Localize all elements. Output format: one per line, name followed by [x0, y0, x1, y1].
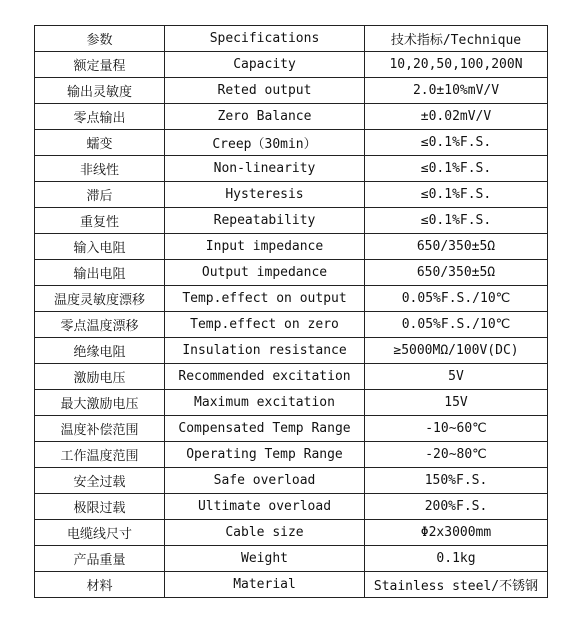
spec-value: Stainless steel/不锈钢 — [365, 572, 548, 598]
table-row — [35, 78, 548, 104]
spec-value: ≥5000MΩ/100V(DC) — [365, 338, 548, 364]
table-row — [35, 260, 548, 286]
spec-name-cn: 工作温度范围 — [35, 442, 165, 468]
spec-name-cn: 温度补偿范围 — [35, 416, 165, 442]
header-en: Specifications — [165, 26, 365, 52]
spec-name-cn: 产品重量 — [35, 546, 165, 572]
spec-name-en: Reted output — [165, 78, 365, 104]
spec-value: 0.05%F.S./10℃ — [365, 286, 548, 312]
spec-value: 0.05%F.S./10℃ — [365, 312, 548, 338]
spec-name-en: Recommended excitation — [165, 364, 365, 390]
spec-name-cn: 蠕变 — [35, 130, 165, 156]
spec-value: 2.0±10%mV/V — [365, 78, 548, 104]
spec-name-en: Temp.effect on output — [165, 286, 365, 312]
spec-value: 150%F.S. — [365, 468, 548, 494]
table-row — [35, 52, 548, 78]
table-header-row — [35, 26, 548, 52]
spec-value: Φ2x3000mm — [365, 520, 548, 546]
spec-value: 650/350±5Ω — [365, 234, 548, 260]
spec-value: 15V — [365, 390, 548, 416]
spec-value: ≤0.1%F.S. — [365, 208, 548, 234]
spec-table — [34, 25, 548, 598]
table-row — [35, 468, 548, 494]
spec-value: 650/350±5Ω — [365, 260, 548, 286]
table-row — [35, 494, 548, 520]
spec-name-en: Output impedance — [165, 260, 365, 286]
table-row — [35, 442, 548, 468]
table-row — [35, 546, 548, 572]
header-val: 技术指标/Technique — [365, 26, 548, 52]
spec-table-body — [35, 26, 548, 598]
header-cn: 参数 — [35, 26, 165, 52]
spec-name-en: Ultimate overload — [165, 494, 365, 520]
table-row — [35, 572, 548, 598]
table-row — [35, 520, 548, 546]
spec-value: ≤0.1%F.S. — [365, 182, 548, 208]
spec-name-en: Non-linearity — [165, 156, 365, 182]
spec-name-en: Insulation resistance — [165, 338, 365, 364]
spec-name-cn: 零点温度漂移 — [35, 312, 165, 338]
spec-name-cn: 非线性 — [35, 156, 165, 182]
table-row — [35, 234, 548, 260]
spec-name-cn: 极限过载 — [35, 494, 165, 520]
spec-name-en: Operating Temp Range — [165, 442, 365, 468]
table-row — [35, 390, 548, 416]
spec-name-en: Compensated Temp Range — [165, 416, 365, 442]
table-row — [35, 130, 548, 156]
spec-name-cn: 额定量程 — [35, 52, 165, 78]
spec-name-en: Repeatability — [165, 208, 365, 234]
table-row — [35, 104, 548, 130]
spec-name-cn: 最大激励电压 — [35, 390, 165, 416]
spec-name-en: Zero Balance — [165, 104, 365, 130]
spec-name-en: Safe overload — [165, 468, 365, 494]
spec-name-en: Temp.effect on zero — [165, 312, 365, 338]
spec-name-cn: 滞后 — [35, 182, 165, 208]
spec-value: 5V — [365, 364, 548, 390]
spec-name-en: Weight — [165, 546, 365, 572]
spec-name-cn: 输出电阻 — [35, 260, 165, 286]
table-row — [35, 312, 548, 338]
table-row — [35, 156, 548, 182]
spec-value: ≤0.1%F.S. — [365, 130, 548, 156]
table-row — [35, 286, 548, 312]
spec-value: 10,20,50,100,200N — [365, 52, 548, 78]
spec-name-cn: 输出灵敏度 — [35, 78, 165, 104]
table-row — [35, 416, 548, 442]
spec-name-en: Capacity — [165, 52, 365, 78]
spec-value: 200%F.S. — [365, 494, 548, 520]
spec-name-en: Material — [165, 572, 365, 598]
spec-name-cn: 电缆线尺寸 — [35, 520, 165, 546]
spec-name-en: Creep（30min） — [165, 130, 365, 156]
spec-value: -20~80℃ — [365, 442, 548, 468]
spec-name-cn: 零点输出 — [35, 104, 165, 130]
table-row — [35, 364, 548, 390]
spec-name-cn: 温度灵敏度漂移 — [35, 286, 165, 312]
spec-value: ±0.02mV/V — [365, 104, 548, 130]
spec-value: 0.1kg — [365, 546, 548, 572]
spec-name-cn: 输入电阻 — [35, 234, 165, 260]
spec-value: -10~60℃ — [365, 416, 548, 442]
table-row — [35, 208, 548, 234]
spec-name-cn: 重复性 — [35, 208, 165, 234]
spec-value: ≤0.1%F.S. — [365, 156, 548, 182]
table-row — [35, 182, 548, 208]
table-row — [35, 338, 548, 364]
spec-name-en: Maximum excitation — [165, 390, 365, 416]
spec-name-en: Cable size — [165, 520, 365, 546]
spec-name-cn: 绝缘电阻 — [35, 338, 165, 364]
spec-name-en: Input impedance — [165, 234, 365, 260]
spec-name-cn: 激励电压 — [35, 364, 165, 390]
spec-name-cn: 安全过载 — [35, 468, 165, 494]
spec-name-en: Hysteresis — [165, 182, 365, 208]
spec-name-cn: 材料 — [35, 572, 165, 598]
